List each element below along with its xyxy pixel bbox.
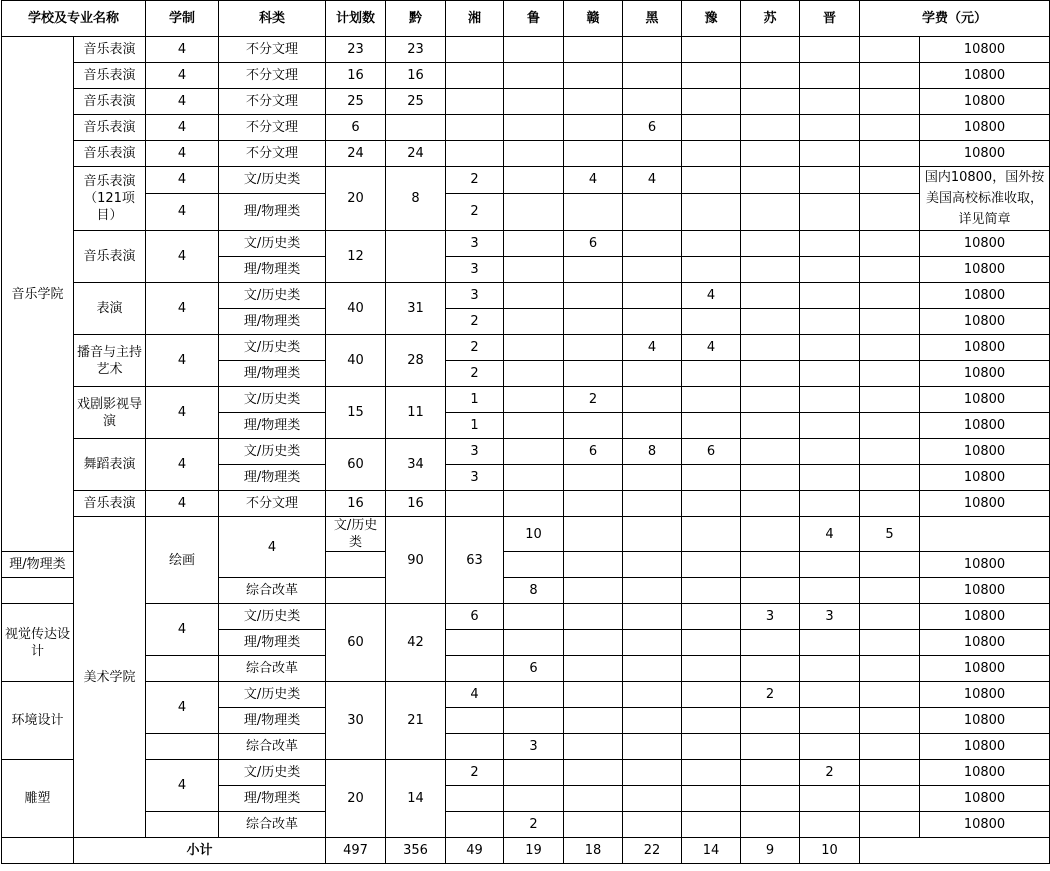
plan-cell: 40 bbox=[326, 283, 386, 335]
years-cell: 4 bbox=[146, 682, 219, 734]
total-su: 9 bbox=[741, 838, 800, 864]
subject-cell: 文/历史类 bbox=[219, 760, 326, 786]
xiang-cell: 2 bbox=[446, 167, 504, 194]
plan-cell: 30 bbox=[326, 682, 386, 760]
header-yu: 豫 bbox=[682, 1, 741, 37]
su-cell: 2 bbox=[741, 682, 800, 708]
years-cell: 4 bbox=[146, 760, 219, 812]
xiang-cell: 1 bbox=[446, 413, 504, 439]
fee-cell: 10800 bbox=[920, 141, 1050, 167]
qian-cell: 24 bbox=[386, 141, 446, 167]
jin-cell: 3 bbox=[800, 604, 860, 630]
subject-cell: 理/物理类 bbox=[219, 257, 326, 283]
qian-cell bbox=[386, 115, 446, 141]
subject-cell: 综合改革 bbox=[219, 812, 326, 838]
xiang-cell: 2 bbox=[446, 309, 504, 335]
qian-cell: 16 bbox=[386, 63, 446, 89]
fee-cell: 10800 bbox=[920, 89, 1050, 115]
plan-cell: 16 bbox=[326, 63, 386, 89]
qian-cell: 63 bbox=[446, 517, 504, 604]
subject-cell: 理/物理类 bbox=[219, 786, 326, 812]
qian-cell: 31 bbox=[386, 283, 446, 335]
major-cell: 绘画 bbox=[146, 517, 219, 604]
header-jin: 晋 bbox=[800, 1, 860, 37]
fee-cell: 10800 bbox=[920, 656, 1050, 682]
plan-cell: 40 bbox=[326, 335, 386, 387]
subject-cell: 理/物理类 bbox=[219, 193, 326, 230]
major-cell: 戏剧影视导演 bbox=[74, 387, 146, 439]
xiang-cell: 6 bbox=[446, 604, 504, 630]
years-cell: 4 bbox=[146, 89, 219, 115]
subject-cell: 理/物理类 bbox=[2, 552, 74, 578]
fee-note-cell: 国内10800，国外按美国高校标准收取，详见简章 bbox=[920, 167, 1050, 231]
xiang-cell: 3 bbox=[446, 257, 504, 283]
college-art: 美术学院 bbox=[74, 517, 146, 838]
subject-cell: 文/历史类 bbox=[219, 283, 326, 309]
header-plan: 计划数 bbox=[326, 1, 386, 37]
years-cell: 4 bbox=[219, 517, 326, 578]
table-row bbox=[2, 812, 1050, 838]
header-row bbox=[2, 1, 1050, 37]
major-cell: 舞蹈表演 bbox=[74, 439, 146, 491]
xiang-cell: 1 bbox=[446, 387, 504, 413]
fee-cell: 10800 bbox=[920, 413, 1050, 439]
subject-cell: 理/物理类 bbox=[219, 361, 326, 387]
qian-cell: 42 bbox=[386, 604, 446, 682]
subject-cell: 文/历史类 bbox=[219, 682, 326, 708]
major-cell: 雕塑 bbox=[2, 760, 74, 838]
subject-cell: 文/历史类 bbox=[219, 231, 326, 257]
header-hei: 黑 bbox=[623, 1, 682, 37]
fee-cell: 10800 bbox=[920, 812, 1050, 838]
header-gan: 赣 bbox=[564, 1, 623, 37]
qian-cell bbox=[386, 231, 446, 283]
qian-cell: 16 bbox=[386, 491, 446, 517]
fee-cell: 10800 bbox=[920, 760, 1050, 786]
hei-cell: 4 bbox=[623, 167, 682, 194]
subject-cell: 理/物理类 bbox=[219, 465, 326, 491]
major-cell: 环境设计 bbox=[2, 682, 74, 760]
plan-cell: 60 bbox=[326, 604, 386, 682]
total-yu: 14 bbox=[682, 838, 741, 864]
years-cell bbox=[146, 656, 219, 682]
table-row bbox=[2, 141, 1050, 167]
major-cell: 音乐表演 bbox=[74, 231, 146, 283]
qian-cell: 14 bbox=[386, 760, 446, 838]
table-row bbox=[2, 63, 1050, 89]
total-plan: 497 bbox=[326, 838, 386, 864]
years-cell: 4 bbox=[146, 335, 219, 387]
years-cell: 4 bbox=[146, 141, 219, 167]
major-cell: 音乐表演 bbox=[74, 141, 146, 167]
table-row bbox=[2, 335, 1050, 361]
years-cell: 4 bbox=[146, 63, 219, 89]
gan-cell: 2 bbox=[564, 387, 623, 413]
total-hei: 22 bbox=[623, 838, 682, 864]
table-row bbox=[2, 89, 1050, 115]
plan-cell: 12 bbox=[326, 231, 386, 283]
table-row bbox=[2, 491, 1050, 517]
fee-cell: 10800 bbox=[920, 491, 1050, 517]
header-fee: 学费（元） bbox=[860, 1, 1050, 37]
major-cell: 音乐表演 bbox=[74, 37, 146, 63]
fee-cell: 10800 bbox=[920, 335, 1050, 361]
su-cell: 4 bbox=[800, 517, 860, 552]
years-cell bbox=[2, 578, 74, 604]
lu-cell: 2 bbox=[504, 812, 564, 838]
xiang-cell: 10 bbox=[504, 517, 564, 552]
subject-cell: 不分文理 bbox=[219, 491, 326, 517]
major-cell: 表演 bbox=[74, 283, 146, 335]
subject-cell: 不分文理 bbox=[219, 63, 326, 89]
subject-cell: 文/历史类 bbox=[219, 439, 326, 465]
fee-cell: 10800 bbox=[920, 708, 1050, 734]
plan-cell: 16 bbox=[326, 491, 386, 517]
fee-cell: 10800 bbox=[920, 786, 1050, 812]
subject-cell: 不分文理 bbox=[219, 37, 326, 63]
xiang-cell: 2 bbox=[446, 361, 504, 387]
fee-cell: 10800 bbox=[920, 115, 1050, 141]
major-cell: 视觉传达设计 bbox=[2, 604, 74, 682]
table-row bbox=[2, 115, 1050, 141]
major-cell: 音乐表演 bbox=[74, 491, 146, 517]
years-cell: 4 bbox=[146, 193, 219, 230]
yu-cell: 4 bbox=[682, 335, 741, 361]
plan-cell: 23 bbox=[326, 37, 386, 63]
subject-cell: 理/物理类 bbox=[219, 630, 326, 656]
table-row bbox=[2, 439, 1050, 465]
total-gan: 18 bbox=[564, 838, 623, 864]
subject-cell: 文/历史类 bbox=[219, 335, 326, 361]
table-row bbox=[2, 283, 1050, 309]
subject-cell: 综合改革 bbox=[219, 578, 326, 604]
total-lu: 19 bbox=[504, 838, 564, 864]
fee-cell: 10800 bbox=[920, 439, 1050, 465]
fee-cell: 10800 bbox=[920, 682, 1050, 708]
fee-cell: 10800 bbox=[920, 630, 1050, 656]
subject-cell: 理/物理类 bbox=[219, 413, 326, 439]
fee-cell: 10800 bbox=[920, 63, 1050, 89]
fee-cell: 10800 bbox=[920, 465, 1050, 491]
su-cell: 3 bbox=[741, 604, 800, 630]
header-qian: 黔 bbox=[386, 1, 446, 37]
gan-cell: 6 bbox=[564, 439, 623, 465]
table-row bbox=[2, 387, 1050, 413]
plan-cell: 90 bbox=[386, 517, 446, 604]
table-row bbox=[2, 734, 1050, 760]
total-xiang: 49 bbox=[446, 838, 504, 864]
jin-cell: 5 bbox=[860, 517, 920, 552]
years-cell: 4 bbox=[146, 37, 219, 63]
college-music: 音乐学院 bbox=[2, 37, 74, 552]
table-row bbox=[2, 37, 1050, 63]
total-qian: 356 bbox=[386, 838, 446, 864]
lu-cell: 3 bbox=[504, 734, 564, 760]
table-row bbox=[2, 517, 1050, 552]
fee-cell: 10800 bbox=[920, 37, 1050, 63]
plan-cell: 20 bbox=[326, 760, 386, 838]
qian-cell: 25 bbox=[386, 89, 446, 115]
hei-cell: 8 bbox=[623, 439, 682, 465]
qian-cell: 23 bbox=[386, 37, 446, 63]
table-row bbox=[2, 682, 1050, 708]
fee-cell: 10800 bbox=[920, 552, 1050, 578]
hei-cell: 4 bbox=[623, 335, 682, 361]
years-cell: 4 bbox=[146, 604, 219, 656]
xiang-cell: 2 bbox=[446, 193, 504, 230]
yu-cell: 4 bbox=[682, 283, 741, 309]
years-cell bbox=[146, 812, 219, 838]
qian-cell: 8 bbox=[386, 167, 446, 231]
subject-cell: 不分文理 bbox=[219, 141, 326, 167]
subtotal-label: 小计 bbox=[74, 838, 326, 864]
table-row bbox=[2, 231, 1050, 257]
years-cell: 4 bbox=[146, 387, 219, 439]
subject-cell: 综合改革 bbox=[219, 656, 326, 682]
qian-cell: 34 bbox=[386, 439, 446, 491]
hei-cell: 6 bbox=[623, 115, 682, 141]
table-row bbox=[2, 167, 1050, 194]
fee-cell: 10800 bbox=[920, 257, 1050, 283]
header-xiang: 湘 bbox=[446, 1, 504, 37]
subject-cell: 理/物理类 bbox=[219, 309, 326, 335]
header-school-major: 学校及专业名称 bbox=[2, 1, 146, 37]
subtotal-row bbox=[2, 838, 1050, 864]
total-jin: 10 bbox=[800, 838, 860, 864]
gan-cell: 6 bbox=[564, 231, 623, 257]
plan-cell: 20 bbox=[326, 167, 386, 231]
plan-cell: 24 bbox=[326, 141, 386, 167]
plan-cell: 25 bbox=[326, 89, 386, 115]
table-row bbox=[2, 604, 1050, 630]
major-cell: 音乐表演 bbox=[74, 63, 146, 89]
header-su: 苏 bbox=[741, 1, 800, 37]
fee-cell: 10800 bbox=[920, 231, 1050, 257]
fee-cell: 10800 bbox=[920, 309, 1050, 335]
fee-cell: 10800 bbox=[920, 604, 1050, 630]
years-cell: 4 bbox=[146, 283, 219, 335]
header-lu: 鲁 bbox=[504, 1, 564, 37]
xiang-cell: 3 bbox=[446, 439, 504, 465]
qian-cell: 11 bbox=[386, 387, 446, 439]
subject-cell: 综合改革 bbox=[219, 734, 326, 760]
years-cell: 4 bbox=[146, 491, 219, 517]
header-years: 学制 bbox=[146, 1, 219, 37]
subject-cell: 文/历史类 bbox=[219, 604, 326, 630]
plan-cell: 6 bbox=[326, 115, 386, 141]
subject-cell: 文/历史类 bbox=[219, 167, 326, 194]
lu-cell: 6 bbox=[504, 656, 564, 682]
xiang-cell: 4 bbox=[446, 682, 504, 708]
major-cell: 音乐表演 bbox=[74, 89, 146, 115]
years-cell: 4 bbox=[146, 231, 219, 283]
header-subject: 科类 bbox=[219, 1, 326, 37]
plan-cell: 15 bbox=[326, 387, 386, 439]
jin-cell: 2 bbox=[800, 760, 860, 786]
years-cell bbox=[146, 734, 219, 760]
xiang-cell: 3 bbox=[446, 283, 504, 309]
years-cell: 4 bbox=[146, 439, 219, 491]
fee-cell: 10800 bbox=[920, 734, 1050, 760]
major-cell: 音乐表演 bbox=[74, 115, 146, 141]
qian-cell: 28 bbox=[386, 335, 446, 387]
xiang-cell: 3 bbox=[446, 465, 504, 491]
years-cell: 4 bbox=[146, 115, 219, 141]
major-cell: 播音与主持艺术 bbox=[74, 335, 146, 387]
plan-cell: 60 bbox=[326, 439, 386, 491]
fee-cell: 10800 bbox=[920, 578, 1050, 604]
table-row bbox=[2, 193, 1050, 230]
fee-cell: 10800 bbox=[920, 361, 1050, 387]
qian-cell: 21 bbox=[386, 682, 446, 760]
admission-plan-table bbox=[1, 0, 1050, 864]
yu-cell: 6 bbox=[682, 439, 741, 465]
subject-cell: 不分文理 bbox=[219, 89, 326, 115]
fee-cell: 10800 bbox=[920, 387, 1050, 413]
subject-cell: 文/历史类 bbox=[326, 517, 386, 552]
xiang-cell: 2 bbox=[446, 760, 504, 786]
xiang-cell: 3 bbox=[446, 231, 504, 257]
subject-cell: 理/物理类 bbox=[219, 708, 326, 734]
fee-cell: 10800 bbox=[920, 283, 1050, 309]
subject-cell: 不分文理 bbox=[219, 115, 326, 141]
lu-cell: 8 bbox=[504, 578, 564, 604]
subject-cell: 文/历史类 bbox=[219, 387, 326, 413]
table-row bbox=[2, 656, 1050, 682]
xiang-cell: 2 bbox=[446, 335, 504, 361]
table-row bbox=[2, 760, 1050, 786]
gan-cell: 4 bbox=[564, 167, 623, 194]
years-cell: 4 bbox=[146, 167, 219, 194]
major-cell: 音乐表演（121项目） bbox=[74, 167, 146, 231]
